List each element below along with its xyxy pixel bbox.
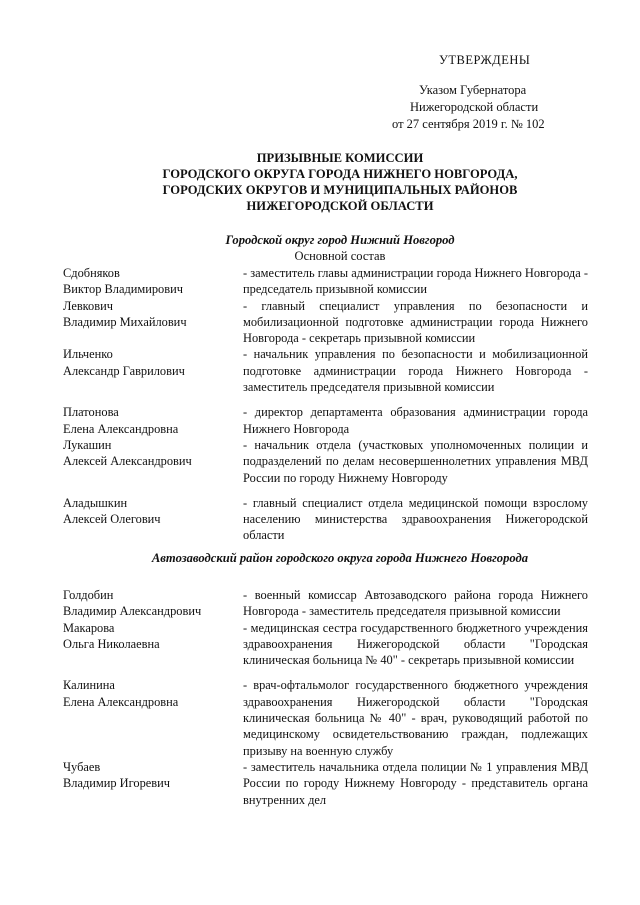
member-name	[63, 495, 243, 544]
member-surname: Ильченко	[63, 347, 113, 362]
member-given-name: Алексей Олегович	[63, 512, 161, 527]
member-role: - начальник управления по безопасности и мобилизационной подготовке администрации города Нижнего Новгорода - заместитель председателя призывной комиссии	[243, 347, 588, 395]
member-role: - начальник отдела (участковых уполномоченных полиции и подразделений по делам несовершеннолетних управления МВД России по городу Нижнему Новгороду	[243, 437, 588, 485]
member-surname: Левкович	[63, 298, 113, 313]
title-line: ПРИЗЫВНЫЕ КОМИССИИ	[256, 151, 424, 165]
member-role: - медицинская сестра государственного бюджетного учреждения здравоохранения Нижегородской области "Городская клиническая больница № 40" - секретарь призывной комиссии	[243, 620, 588, 668]
member-role: - главный специалист отдела медицинской помощи взрослому населению министерства здравоохранения Нижегородской области	[243, 495, 588, 543]
member-row	[63, 677, 588, 758]
title-line: НИЖЕГОРОДСКОЙ ОБЛАСТИ	[246, 199, 434, 213]
member-role: - заместитель главы администрации города Нижнего Новгорода - председатель призывной комиссии	[243, 266, 588, 297]
member-role: - главный специалист управления по безопасности и мобилизационной подготовке администрации города Нижнего Новгорода - секретарь призывной комиссии	[243, 298, 588, 346]
member-surname: Чубаев	[63, 759, 101, 774]
member-name	[63, 298, 243, 347]
member-row	[63, 346, 588, 395]
member-given-name: Виктор Владимирович	[63, 282, 183, 297]
document-title	[60, 150, 620, 214]
title-line: ГОРОДСКИХ ОКРУГОВ И МУНИЦИПАЛЬНЫХ РАЙОНОВ	[162, 183, 518, 197]
member-row	[63, 437, 588, 486]
member-row	[63, 298, 588, 347]
member-name	[63, 587, 243, 620]
member-role: - заместитель начальника отдела полиции № 1 управления МВД России по городу Нижнему Новгороду - представитель органа внутренних дел	[243, 759, 588, 807]
member-row	[63, 265, 588, 298]
member-surname: Платонова	[63, 405, 119, 420]
member-name	[63, 265, 243, 298]
section-heading-nizhny-novgorod: Городской округ город Нижний Новгород	[225, 233, 455, 247]
member-given-name: Владимир Александрович	[63, 604, 202, 619]
title-line: ГОРОДСКОГО ОКРУГА ГОРОДА НИЖНЕГО НОВГОРОДА,	[162, 167, 518, 181]
approval-title: УТВЕРЖДЕНЫ	[439, 53, 531, 67]
member-given-name: Елена Александровна	[63, 694, 179, 709]
member-name	[63, 404, 243, 437]
approval-stamp	[392, 52, 602, 133]
member-name	[63, 620, 243, 669]
member-given-name: Ольга Николаевна	[63, 636, 160, 651]
member-row	[63, 620, 588, 669]
member-row	[63, 404, 588, 437]
approval-line-region: Нижегородской области	[410, 100, 539, 114]
member-role: - директор департамента образования администрации города Нижнего Новгорода	[243, 405, 588, 436]
member-row	[63, 587, 588, 620]
section-subheading-main-composition: Основной состав	[294, 249, 386, 263]
member-surname: Лукашин	[63, 437, 112, 452]
member-role: - врач-офтальмолог государственного бюджетного учреждения здравоохранения Нижегородской области "Городская клиническая больница № 40" - врач, руководящий работой по медицинскому освидетельствованию граждан, подлежащих призыву на военную службу	[243, 678, 588, 758]
approval-line-date: от 27 сентября 2019 г. № 102	[392, 117, 545, 131]
approval-line-decree: Указом Губернатора	[419, 83, 527, 97]
member-surname: Аладышкин	[63, 495, 128, 510]
member-name	[63, 677, 243, 758]
member-row	[63, 495, 588, 544]
member-name	[63, 346, 243, 395]
member-surname: Сдобняков	[63, 266, 120, 280]
member-role: - военный комиссар Автозаводского района города Нижнего Новгорода - заместитель председателя призывной комиссии	[243, 588, 588, 619]
member-name	[63, 437, 243, 486]
member-surname: Голдобин	[63, 588, 114, 602]
member-given-name: Елена Александровна	[63, 421, 179, 436]
member-given-name: Александр Гаврилович	[63, 363, 185, 378]
member-surname: Калинина	[63, 678, 115, 693]
member-name	[63, 759, 243, 808]
member-given-name: Владимир Игоревич	[63, 776, 170, 791]
member-given-name: Алексей Александрович	[63, 454, 192, 469]
member-surname: Макарова	[63, 620, 115, 635]
member-list-section-1	[63, 265, 588, 544]
member-row	[63, 759, 588, 808]
section-heading-avtozavodsky: Автозаводский район городского округа города Нижнего Новгорода	[151, 551, 529, 565]
member-list-section-2	[63, 587, 588, 808]
member-given-name: Владимир Михайлович	[63, 314, 187, 329]
